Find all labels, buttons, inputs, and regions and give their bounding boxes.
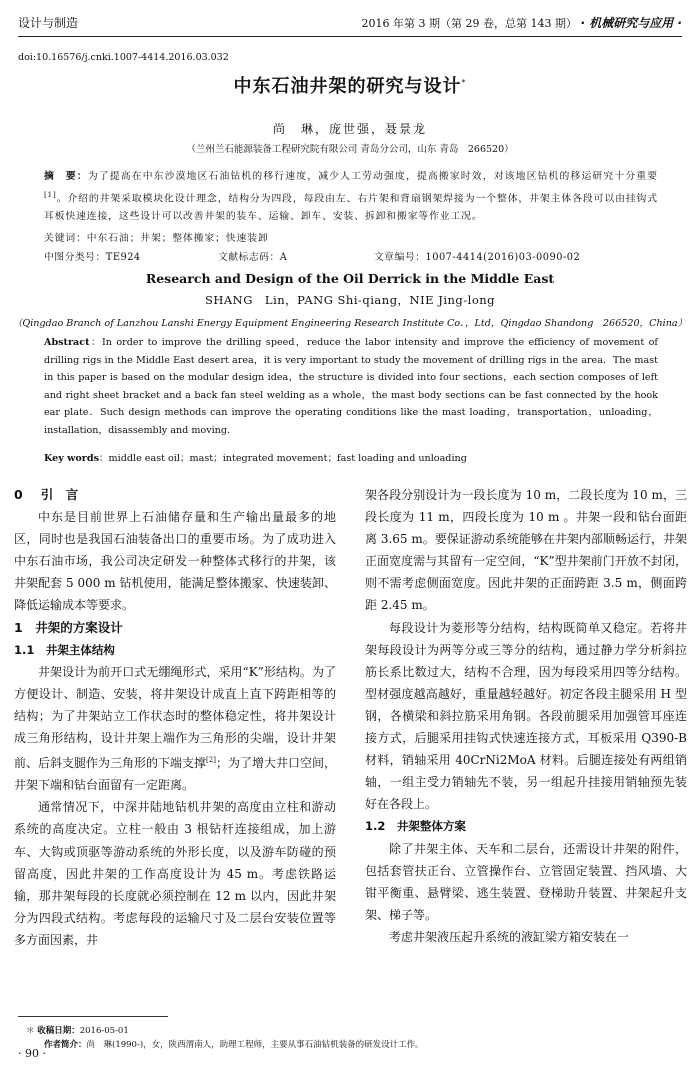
body-column-right [365, 484, 687, 948]
citation-ref: [2] [206, 756, 216, 765]
paragraph: 架各段分别设计为一段长度为 10 m，二段长度为 10 m，三段长度为 11 m，四段长度为 10 m 。井架一段和钻台面距离 3.65 m。要保证游动系统能够在井架内部顺畅运行，井架正面宽度需与其留有一定空间，“K”型井架前门开放不封闭，则不需考虑侧面宽度。因此井架的正面跨距 3.5 m，侧面跨距 2.45 m。 [365, 488, 687, 613]
section-heading-0 [14, 484, 336, 506]
authors-en: SHANG Lin，PANG Shi-qiang，NIE Jing-long [204, 293, 496, 307]
footnote-label: 收稿日期： [37, 1026, 80, 1036]
authors-cn: 尚 琳，庞世强，聂景龙 [272, 122, 427, 136]
paragraph: 通常情况下，中深井陆地钻机井架的高度由立柱和游动系统的高度决定。立柱一般由 3 根钻杆连接组成，加上游车、大钩或顶驱等游动系统的外形长度，以及游车防碰的预留高度，因此井架的工作高度设计为 45 m。考虑铁路运输，那井架每段的长度就必须控制在 12 m 以内，因此井架分为四段式结构。考虑每段的运输尺寸及二层台安装位置等多方面因素，井 [14, 800, 336, 947]
title-footnote-mark: * [461, 78, 467, 87]
journal-issue [362, 14, 682, 31]
paper-title-cn [0, 72, 700, 98]
running-header [18, 10, 682, 32]
paragraph: 除了井架主体、天车和二层台，还需设计井架的附件，包括套管扶正台、立管操作台、立管固定装置、挡风墙、大钳平衡重、悬臂梁、逃生装置、登梯助升装置、井架起升支架、梯子等。 [365, 841, 687, 922]
keywords-cn: 关键词：中东石油；井架；整体搬家；快速装卸 [44, 233, 269, 244]
section-number: 0 [14, 487, 23, 502]
author-bio: 尚 琳(1990-)，女，陕西渭南人，助理工程师，主要从事石油钻机装备的研发设计工作。 [86, 1040, 424, 1050]
footnote-received: ＊ 收稿日期：2016-05-01 [26, 1026, 129, 1036]
paragraph: 中东是目前世界上石油储存量和生产输出量最多的地区，同时也是我国石油装备出口的重要市场。为了成功进入中东石油市场，我公司决定研发一种整体式移行的井架，该井架配套 5 000 m 钻机使用，能满足整体搬家、快速装卸、降低运输成本等要求。 [14, 510, 336, 613]
abstract-cn-text-2: 。介绍的井架采取模块化设计理念，结构分为四段，每段由左、右片架和背扇钢架焊接为一个整体，井架主体各段可以由挂钩式耳板快速连接，这些设计可以改善井架的装车、运输、卸车、安装、拆卸和搬家等作业工况。 [44, 193, 658, 223]
subsection-heading-1-2: 1.2 井架整体方案 [365, 819, 466, 834]
keywords-en-label: Key words [44, 453, 99, 464]
affiliation-en: （Qingdao Branch of Lanzhou Lanshi Energy Equipment Engineering Research Institute Co．，Ltd，Qingdao Shandong 266520，China） [12, 318, 688, 329]
paragraph [14, 661, 336, 797]
abstract-en [44, 334, 658, 440]
footnote-author [44, 1038, 424, 1050]
paragraph: 每段设计为菱形等分结构，结构既简单又稳定。若将井架每段设计为两等分或三等分的结构，通过静力学分析斜拉筋长系比数过大，结构不合理，因为每段采用四等分结构。型材强度越高越好，重量越轻越好。初定各段主腿采用 H 型钢，各横梁和斜拉筋采用角钢。各段前腿采用加强管耳座连接方式，后腿采用挂钩式快速连接方式，耳板采用 Q390-B 材料，销轴采用 40CrNi2MoA 材料。后腿连接处有两组销轴，一组主受力销轴先不装，另一组起升挂接用销轴预先装好在各段上。 [365, 620, 687, 812]
paper-title-en: Research and Design of the Oil Derrick in the Middle East [145, 271, 555, 286]
clc-number: 中图分类号：TE924 [44, 252, 141, 263]
paragraph-text: ；为了增大井口空间，井架下端和钻台面留有一定距离。 [14, 756, 336, 793]
article-number: 文章编号：1007-4414(2016)03-0090-02 [374, 252, 581, 263]
header-rule [18, 36, 682, 37]
section-label: 设计与制造 [18, 16, 79, 30]
section-title: 引 言 [40, 487, 79, 502]
subsection-heading-1-1: 1.1 井架主体结构 [14, 642, 115, 657]
abstract-cn-label: 摘 要： [44, 171, 88, 182]
abstract-cn [44, 168, 658, 226]
document-code: 文献标志码：A [218, 252, 288, 263]
keywords-en-text: ：middle east oil；mast；integrated movement；fast loading and unloading [98, 453, 467, 464]
footnote-label: 作者简介： [44, 1040, 87, 1050]
paragraph-text: 井架设计为前开口式无绷绳形式，采用“K”形结构。为了方便设计、制造、安装，将井架设计成直上直下跨距相等的结构；为了井架站立工作状态时的整体稳定性，将井架设计成三角形结构，设计井架上端作为三角形的尖端，设计井架前、后斜支腿作为三角形的下端支撑 [14, 664, 336, 771]
abstract-en-label: Abstract [44, 337, 90, 348]
citation-ref: [1] [44, 191, 57, 199]
keywords-en [44, 450, 467, 464]
page-number: · 90 · [18, 1047, 46, 1060]
abstract-en-text: ：In order to improve the drilling speed，reduce the labor intensity and improve the efficiency of movement of drilling rigs in the Middle East desert area，it is very important to study the movement of drilling rigs in the area．The mast in this paper is based on the modular design idea，the structure is divided into four sections，each section composes of left and right sheet bracket and a back fan steel welding as a whole，the mast body sections can be fast connected by the hook ear plate．Such design methods can improve the operating conditions like the mast loading，transportation，unloading，installation，disassembly and moving． [44, 337, 658, 436]
title-text: 中东石油井架的研究与设计 [233, 76, 462, 97]
affiliation-cn: （兰州兰石能源装备工程研究院有限公司 青岛分公司，山东 青岛 266520） [186, 144, 514, 155]
journal-name: · 机械研究与应用 · [580, 16, 682, 30]
section-heading-1: 1 井架的方案设计 [14, 619, 123, 635]
abstract-cn-text: 为了提高在中东沙漠地区石油钻机的移行速度，减少人工劳动强度，提高搬家时效，对该地区钻机的移运研究十分重要 [87, 171, 658, 182]
received-date: 2016-05-01 [79, 1026, 129, 1036]
body-column-left [14, 484, 336, 951]
paragraph: 考虑井架液压起升系统的液缸梁方箱安装在一 [389, 929, 630, 944]
issue-info: 2016 年第 3 期（第 29 卷，总第 143 期） [361, 17, 578, 30]
footnote-rule [18, 1016, 168, 1017]
doi: doi:10.16576/j.cnki.1007-4414.2016.03.032 [18, 52, 229, 63]
